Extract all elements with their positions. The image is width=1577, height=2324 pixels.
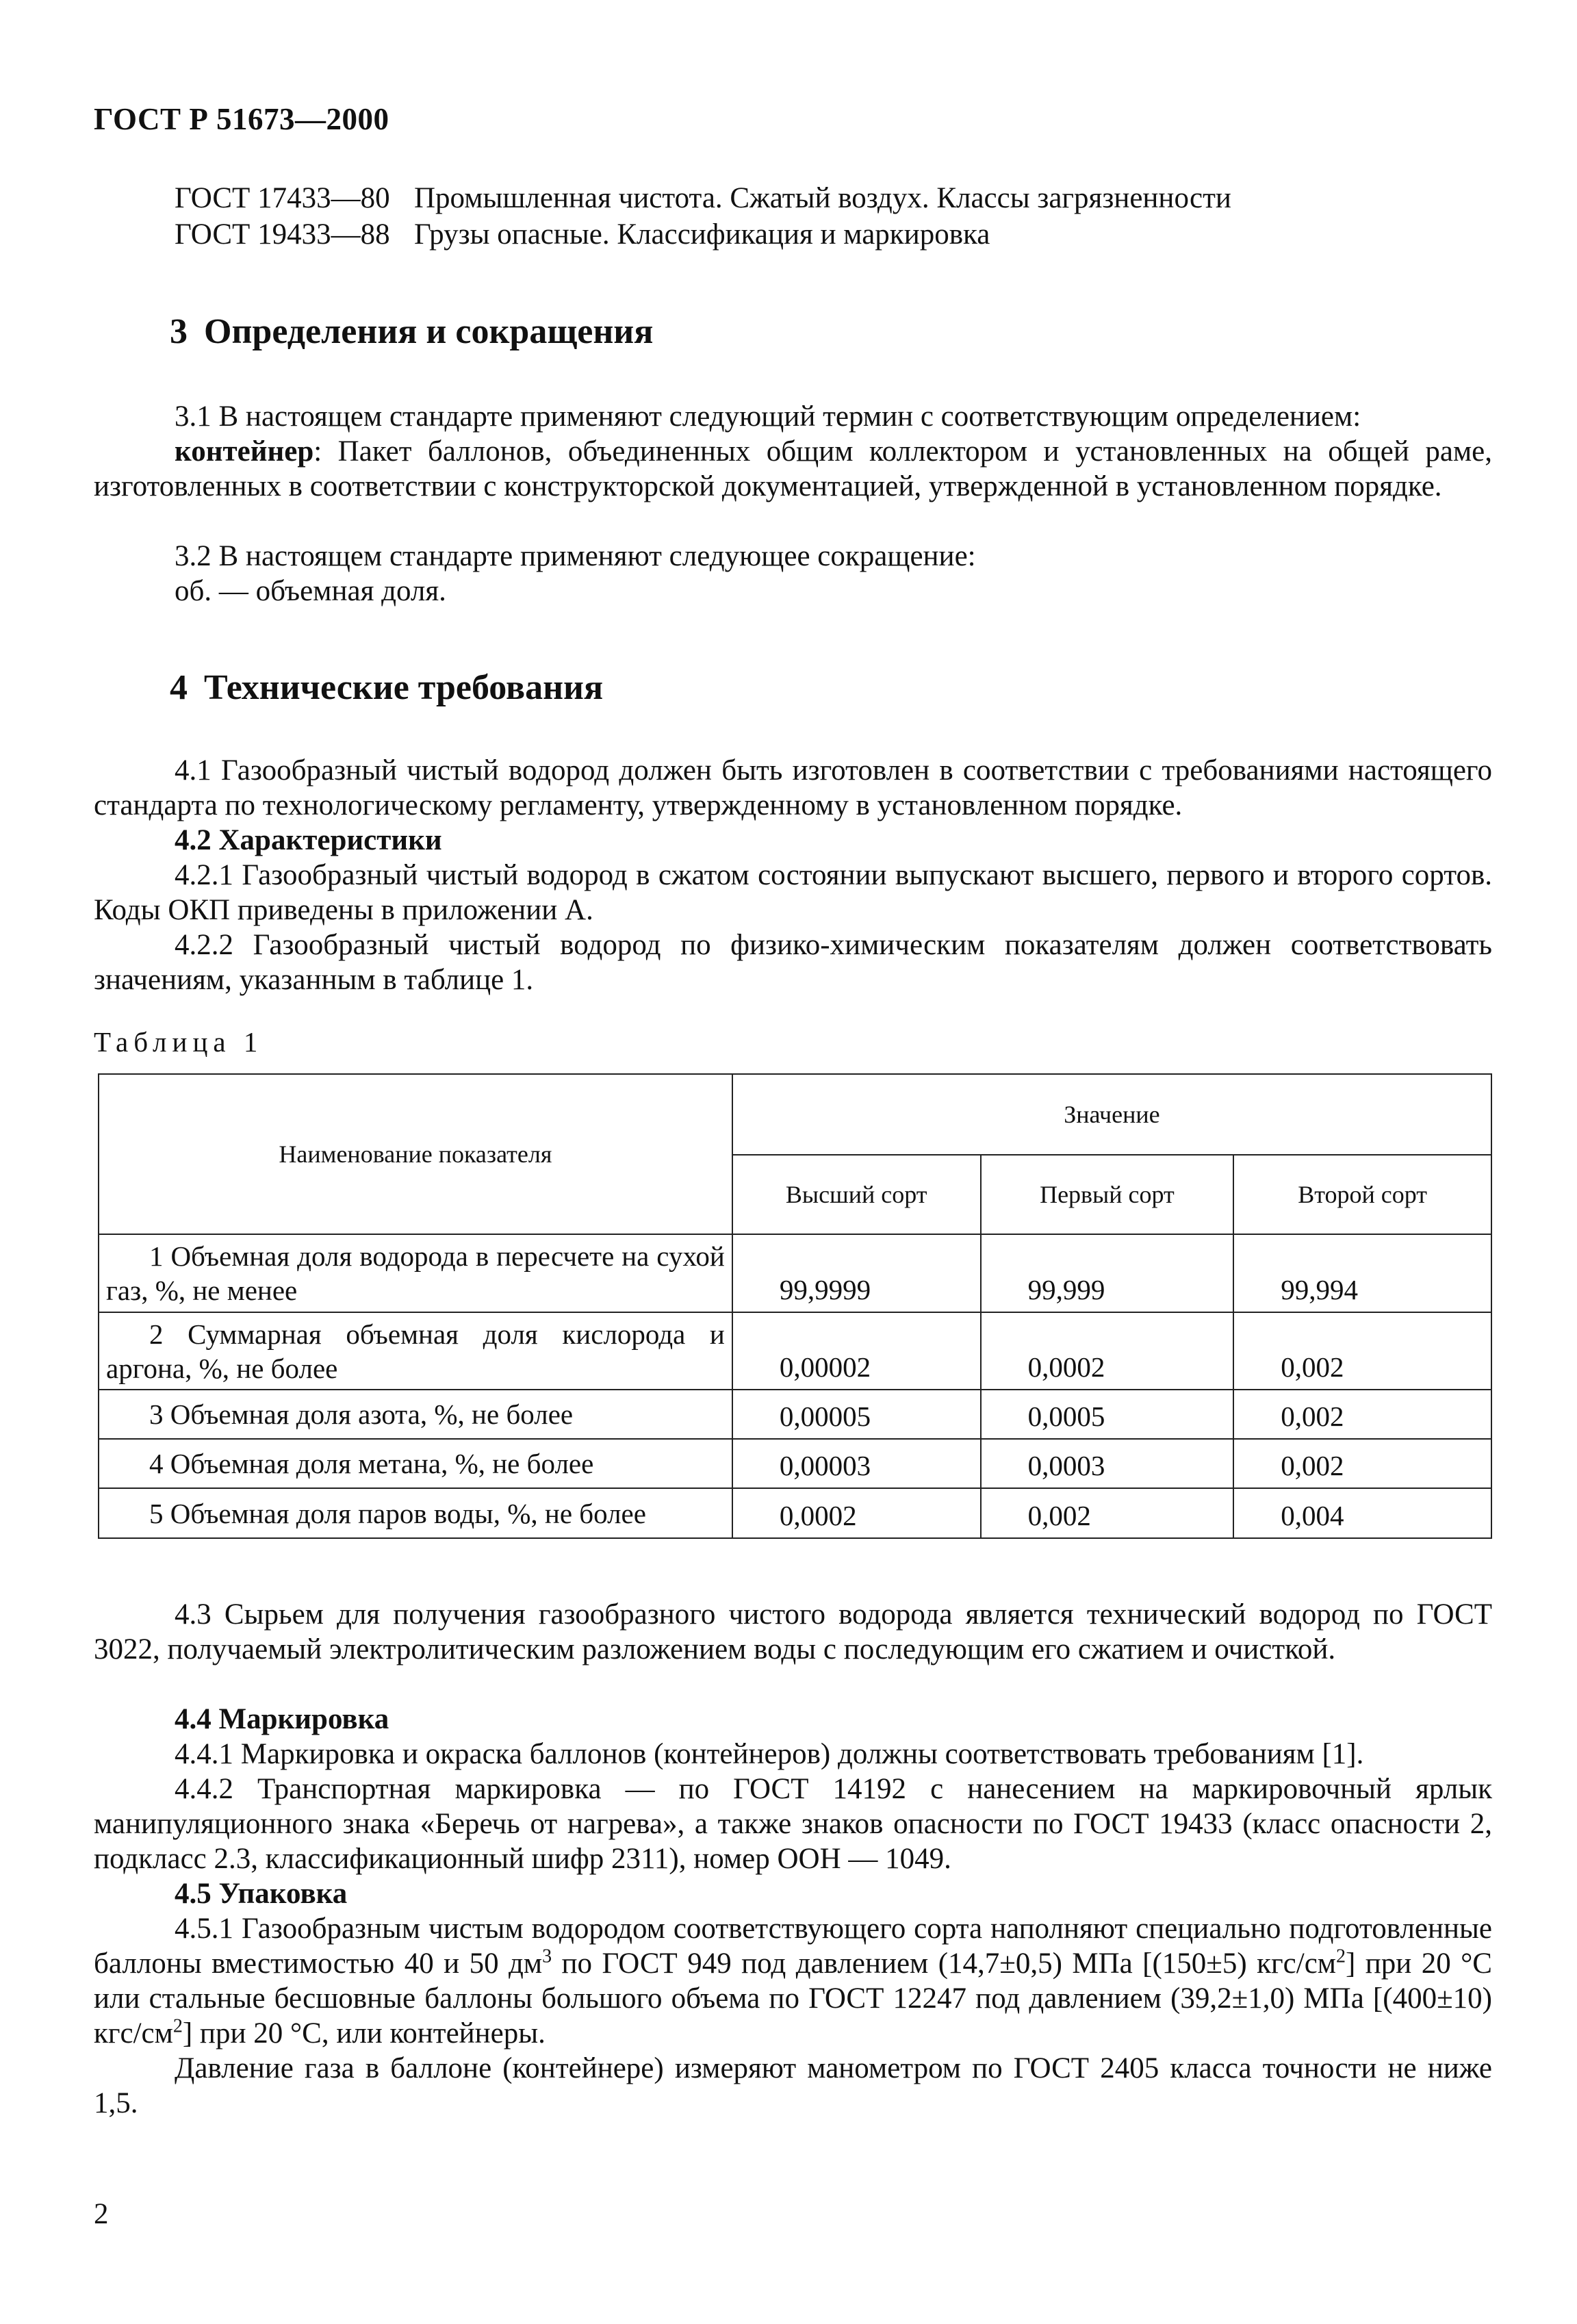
text-run: по ГОСТ 949 под давлением (14,7±0,5) МПа [(150±5) кгс/см xyxy=(552,1948,1336,1980)
text-run: ] при 20 °С или стальные бесшовные баллоны большого объема по ГОСТ 12247 под давлением (39,2±1,0) МПа [(400±10) кгс/см xyxy=(94,1948,1492,2050)
paragraph-3-1: 3.1 В настоящем стандарте применяют следующий термин с соответствующим определением: xyxy=(175,400,1361,433)
reference-title: Промышленная чистота. Сжатый воздух. Классы загрязненности xyxy=(414,182,1231,214)
value-cell: 0,002 xyxy=(981,1488,1234,1538)
paragraph-4-2-2: 4.2.2 Газообразный чистый водород по физико-химическим показателям должен соответствовать значениям, указанным в таблице 1. xyxy=(94,929,1492,996)
superscript: 2 xyxy=(172,2015,183,2037)
column-header-grade: Высший сорт xyxy=(732,1155,981,1234)
defined-term: контейнер xyxy=(175,435,314,468)
reference-line xyxy=(175,218,990,251)
section-3-heading xyxy=(170,311,653,352)
page-number: 2 xyxy=(94,2198,109,2230)
section-number: 3 xyxy=(170,312,188,351)
column-header-name: Наименование показателя xyxy=(99,1074,732,1234)
reference-code: ГОСТ 17433—80 xyxy=(175,182,390,214)
reference-title: Грузы опасные. Классификация и маркировка xyxy=(414,218,990,251)
table-row xyxy=(99,1488,1491,1538)
reference-code: ГОСТ 19433—88 xyxy=(175,218,390,251)
value-cell: 0,0005 xyxy=(981,1390,1234,1439)
document-header: ГОСТ Р 51673—2000 xyxy=(94,102,389,136)
indicator-name: 4 Объемная доля метана, %, не более xyxy=(99,1439,732,1488)
column-header-grade: Первый сорт xyxy=(981,1155,1234,1234)
value-cell: 0,002 xyxy=(1233,1390,1491,1439)
subsection-4-5-heading: 4.5 Упаковка xyxy=(175,1878,348,1910)
value-cell: 0,00002 xyxy=(732,1312,981,1390)
reference-line xyxy=(175,181,1231,215)
table-row xyxy=(99,1234,1491,1312)
column-header-value: Значение xyxy=(732,1074,1491,1155)
paragraph-4-3: 4.3 Сырьем для получения газообразного чистого водорода является технический водород по ГОСТ 3022, получаемый электролитическим разложением воды с последующим его сжатием и очисткой. xyxy=(94,1598,1492,1665)
indicator-name: 5 Объемная доля паров воды, %, не более xyxy=(99,1488,732,1538)
paragraph-4-4-1: 4.4.1 Маркировка и окраска баллонов (контейнеров) должны соответствовать требованиям [1]. xyxy=(175,1738,1364,1770)
definition-paragraph xyxy=(94,434,1492,504)
text-run: 4.5.1 Газообразным чистым водородом соответствующего сорта наполняют специально подготовленные баллоны вместимостью 40 и 50 дм xyxy=(94,1913,1492,1980)
table-row xyxy=(99,1390,1491,1439)
superscript: 3 xyxy=(542,1945,552,1967)
value-cell: 0,004 xyxy=(1233,1488,1491,1538)
value-cell: 0,0002 xyxy=(981,1312,1234,1390)
table-1 xyxy=(98,1073,1492,1539)
value-cell: 0,002 xyxy=(1233,1439,1491,1488)
paragraph-pressure: Давление газа в баллоне (контейнере) измеряют манометром по ГОСТ 2405 класса точности не ниже 1,5. xyxy=(94,2052,1492,2119)
paragraph-4-5-1 xyxy=(94,1911,1492,2051)
table-caption: Таблица 1 xyxy=(94,1026,264,1058)
indicator-name: 3 Объемная доля азота, %, не более xyxy=(99,1390,732,1439)
value-cell: 0,0002 xyxy=(732,1488,981,1538)
value-cell: 99,9999 xyxy=(732,1234,981,1312)
column-header-grade: Второй сорт xyxy=(1233,1155,1491,1234)
value-cell: 99,994 xyxy=(1233,1234,1491,1312)
paragraph-4-2-1: 4.2.1 Газообразный чистый водород в сжатом состоянии выпускают высшего, первого и второго сортов. Коды ОКП приведены в приложении А. xyxy=(94,859,1492,926)
table-row xyxy=(99,1439,1491,1488)
value-cell: 0,00003 xyxy=(732,1439,981,1488)
section-title: Определения и сокращения xyxy=(204,312,654,351)
table-row xyxy=(99,1312,1491,1390)
subsection-4-2-heading: 4.2 Характеристики xyxy=(175,824,442,856)
section-title: Технические требования xyxy=(204,668,604,707)
value-cell: 0,002 xyxy=(1233,1312,1491,1390)
value-cell: 99,999 xyxy=(981,1234,1234,1312)
indicator-name: 2 Суммарная объемная доля кислорода и аргона, %, не более xyxy=(99,1312,732,1390)
section-number: 4 xyxy=(170,668,188,707)
paragraph-4-1: 4.1 Газообразный чистый водород должен быть изготовлен в соответствии с требованиями настоящего стандарта по технологическому регламенту, утвержденному в установленном порядке. xyxy=(94,754,1492,821)
text-run: ] при 20 °С, или контейнеры. xyxy=(182,2017,546,2050)
paragraph-4-4-2: 4.4.2 Транспортная маркировка — по ГОСТ 14192 с нанесением на маркировочный ярлык манипуляционного знака «Беречь от нагрева», а также знаков опасности по ГОСТ 19433 (класс опасности 2, подкласс 2.3, классификационный шифр 2311), номер ООН — 1049. xyxy=(94,1773,1492,1875)
value-cell: 0,0003 xyxy=(981,1439,1234,1488)
abbreviation-line: об. — объемная доля. xyxy=(175,575,446,607)
value-cell: 0,00005 xyxy=(732,1390,981,1439)
paragraph-3-2: 3.2 В настоящем стандарте применяют следующее сокращение: xyxy=(175,540,976,572)
superscript: 2 xyxy=(1336,1945,1346,1967)
section-4-heading xyxy=(170,667,603,708)
term-definition: : Пакет баллонов, объединенных общим коллектором и установленных на общей раме, изготовленных в соответствии с конструкторской документацией, утвержденной в установленном порядке. xyxy=(94,435,1492,502)
indicator-name: 1 Объемная доля водорода в пересчете на сухой газ, %, не менее xyxy=(99,1234,732,1312)
subsection-4-4-heading: 4.4 Маркировка xyxy=(175,1703,389,1735)
